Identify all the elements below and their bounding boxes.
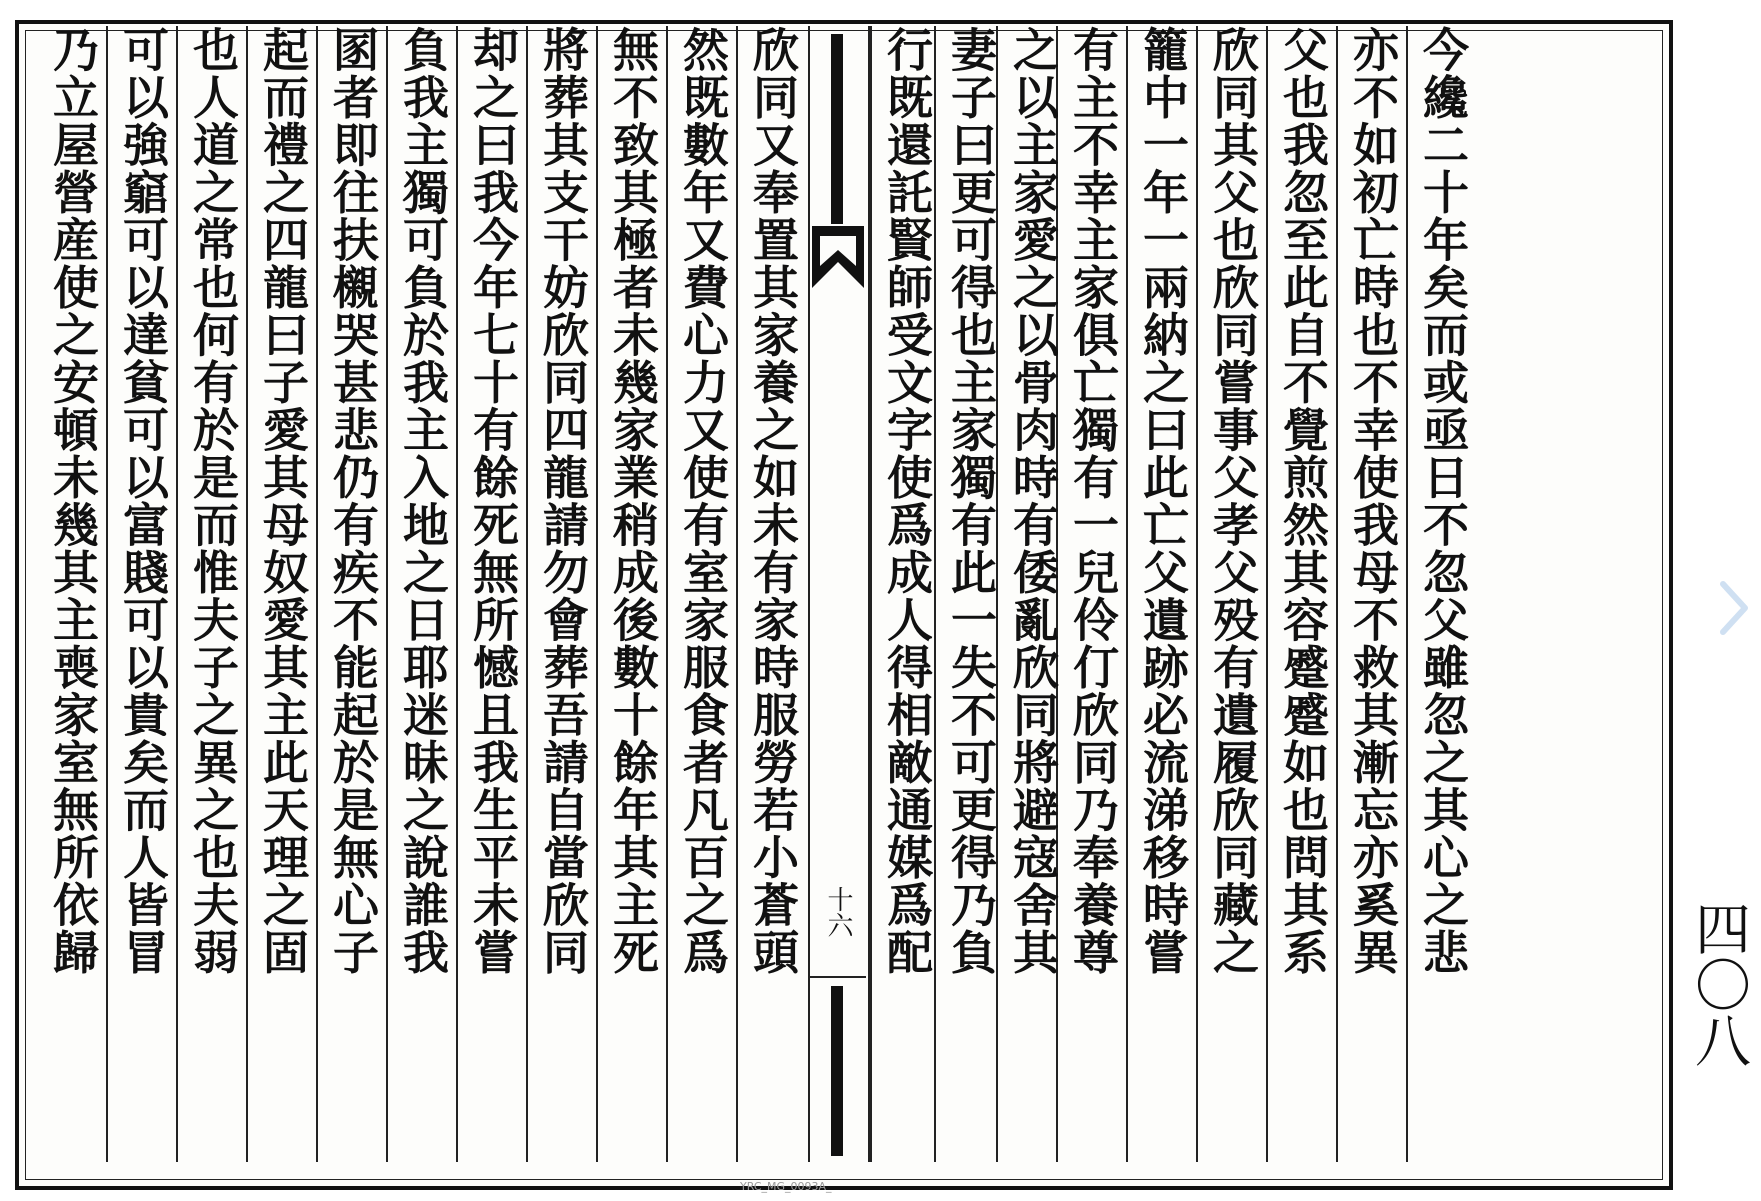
column-rule bbox=[1196, 26, 1198, 1162]
text-column-8: 妻子曰更可得也主家獨有此一失不可更得乃負 bbox=[944, 26, 998, 976]
column-rule bbox=[316, 26, 318, 1162]
text-column-12: 然既數年又費心力又使有室家服食者凡百之爲 bbox=[676, 26, 730, 976]
text-column-4: 欣同其父也欣同嘗事父孝父殁有遺履欣同藏之 bbox=[1206, 26, 1260, 976]
column-rule bbox=[456, 26, 458, 1162]
column-rule bbox=[526, 26, 528, 1162]
text-column-9: 行既還託賢師受文字使爲成人得相敵通媒爲配 bbox=[880, 26, 934, 976]
folio-number: 十六 bbox=[823, 886, 853, 938]
text-column-2: 亦不如初亡時也不幸使我母不救其漸忘亦奚異 bbox=[1346, 26, 1400, 976]
text-column-17: 圂者即往扶櫬哭甚悲仍有疾不能起於是無心子 bbox=[326, 26, 380, 976]
column-rule bbox=[736, 26, 738, 1162]
column-rule bbox=[666, 26, 668, 1162]
text-column-15: 却之曰我今年七十有餘死無所憾且我生平未嘗 bbox=[466, 26, 520, 976]
scan-watermark: YRC_MG_0093A_ bbox=[740, 1180, 832, 1193]
center-strip-rule-right bbox=[868, 26, 870, 1162]
column-rule bbox=[1336, 26, 1338, 1162]
column-rule bbox=[176, 26, 178, 1162]
text-column-18: 起而禮之四龍曰子愛其母奴愛其主此天理之固 bbox=[256, 26, 310, 976]
center-bottom-bar bbox=[831, 986, 843, 1156]
text-column-20: 可以強竆可以達貧可以富賤可以貴矣而人皆冒 bbox=[116, 26, 170, 976]
text-column-16: 負我主獨可負於我主入地之日耶迷昧之說誰我 bbox=[396, 26, 450, 976]
center-divider-line bbox=[810, 976, 866, 978]
column-rule bbox=[1126, 26, 1128, 1162]
text-column-11: 欣同又奉置其家養之如未有家時服勞若小蒼頭 bbox=[746, 26, 800, 976]
text-column-6: 有主不幸主家俱亡獨有一兒伶仃欣同乃奉養尊 bbox=[1066, 26, 1120, 976]
text-column-21: 乃立屋營産使之安頓未幾其主喪家室無所依歸 bbox=[46, 26, 100, 976]
next-page-chevron-icon[interactable] bbox=[1715, 578, 1753, 638]
text-column-13: 無不致其極者未幾家業稍成後數十餘年其主死 bbox=[606, 26, 660, 976]
center-strip bbox=[810, 26, 866, 1162]
column-rule bbox=[106, 26, 108, 1162]
page-number: 四〇八 bbox=[1686, 900, 1751, 1068]
text-column-7: 之以主家愛之以骨肉時有倭亂欣同將避寇舍其 bbox=[1006, 26, 1060, 976]
column-rule bbox=[1266, 26, 1268, 1162]
column-rule bbox=[246, 26, 248, 1162]
center-strip-rule-left bbox=[808, 26, 810, 1162]
fishtail-ornament bbox=[810, 26, 866, 326]
column-rule bbox=[386, 26, 388, 1162]
text-column-19: 也人道之常也何有於是而惟夫子之異之也夫弱 bbox=[186, 26, 240, 976]
column-rule bbox=[596, 26, 598, 1162]
text-column-14: 將葬其支干妨欣同四龍請勿會葬吾請自當欣同 bbox=[536, 26, 590, 976]
column-rule bbox=[1406, 26, 1408, 1162]
text-column-3: 父也我忽至此自不覺煎然其容蹙蹙如也問其系 bbox=[1276, 26, 1330, 976]
column-rule bbox=[870, 26, 872, 1162]
text-column-5: 籠中一年一兩納之曰此亡父遺跡必流涕移時嘗 bbox=[1136, 26, 1190, 976]
text-column-1: 今纔二十年矣而或亟日不忽父雖忽之其心之悲 bbox=[1416, 26, 1470, 976]
